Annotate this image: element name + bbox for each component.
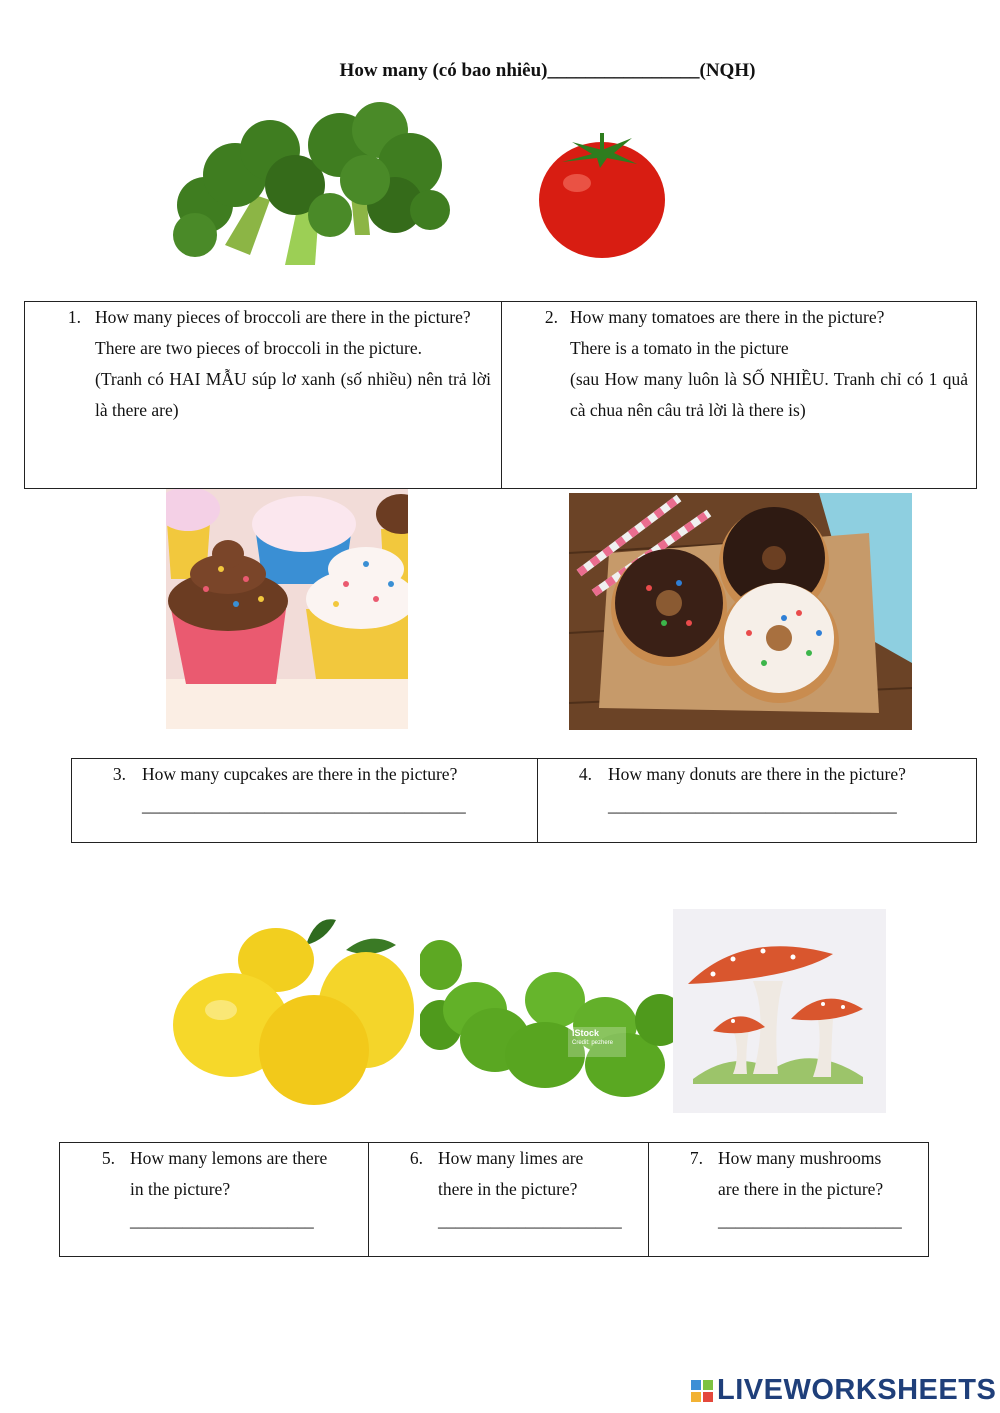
- question-number: 6.: [409, 1148, 423, 1168]
- broccoli-image: [165, 95, 455, 275]
- lemons-image: [166, 905, 418, 1113]
- istock-watermark: iStock: [572, 1028, 600, 1038]
- questions-table-1: [24, 301, 977, 489]
- worksheet-title: How many (có bao nhiêu)________________(NQH): [339, 60, 756, 81]
- question-text-continued: there in the picture?: [438, 1179, 578, 1199]
- question-text: How many cupcakes are there in the picture?: [142, 764, 458, 784]
- question-number: 4.: [578, 764, 592, 784]
- answer-line[interactable]: _____________________: [438, 1210, 622, 1230]
- limes-image: [420, 895, 673, 1113]
- question-1: [25, 302, 501, 426]
- question-text: How many limes are: [438, 1148, 584, 1168]
- question-number: 2.: [544, 307, 558, 327]
- liveworksheets-logo[interactable]: [691, 1374, 996, 1407]
- question-7: [649, 1143, 928, 1236]
- answer-text: There are two pieces of broccoli in the picture.: [95, 338, 423, 358]
- liveworksheets-logo-icon: [691, 1380, 713, 1402]
- cupcakes-image: [166, 489, 408, 729]
- answer-text: There is a tomato in the picture: [570, 338, 789, 358]
- question-5: [60, 1143, 368, 1236]
- questions-table-3: [59, 1142, 929, 1257]
- questions-table-2: [71, 758, 977, 843]
- mushrooms-image: [673, 909, 886, 1113]
- question-text-continued: are there in the picture?: [718, 1179, 884, 1199]
- question-text-continued: in the picture?: [130, 1179, 231, 1199]
- question-text: How many lemons are there: [130, 1148, 328, 1168]
- answer-line[interactable]: _____________________: [130, 1210, 314, 1230]
- tomato-image: [532, 128, 672, 263]
- answer-line[interactable]: _________________________________: [608, 795, 897, 815]
- note-text: (sau How many luôn là SỐ NHIỀU. Tranh chỉ có 1 quả cà chua nên câu trả lời là there is): [570, 369, 968, 420]
- question-number: 3.: [112, 764, 126, 784]
- question-3: [72, 759, 537, 821]
- question-2: [502, 302, 976, 426]
- note-text: (Tranh có HAI MẪU súp lơ xanh (số nhiều) nên trả lời là there are): [95, 369, 491, 420]
- question-text: How many donuts are there in the picture?: [608, 764, 906, 784]
- istock-credit: Credit: pezhere: [572, 1040, 614, 1046]
- donuts-image: [569, 493, 912, 730]
- question-number: 7.: [689, 1148, 703, 1168]
- answer-line[interactable]: _____________________________________: [142, 795, 466, 815]
- question-number: 5.: [101, 1148, 115, 1168]
- question-text: How many mushrooms: [718, 1148, 882, 1168]
- liveworksheets-logo-text: LIVEWORKSHEETS: [717, 1374, 997, 1406]
- question-4: [538, 759, 976, 821]
- answer-line[interactable]: _____________________: [718, 1210, 902, 1230]
- question-6: [369, 1143, 648, 1236]
- question-number: 1.: [67, 307, 81, 327]
- question-text: How many pieces of broccoli are there in the picture?: [95, 307, 471, 327]
- question-text: How many tomatoes are there in the picture?: [570, 307, 885, 327]
